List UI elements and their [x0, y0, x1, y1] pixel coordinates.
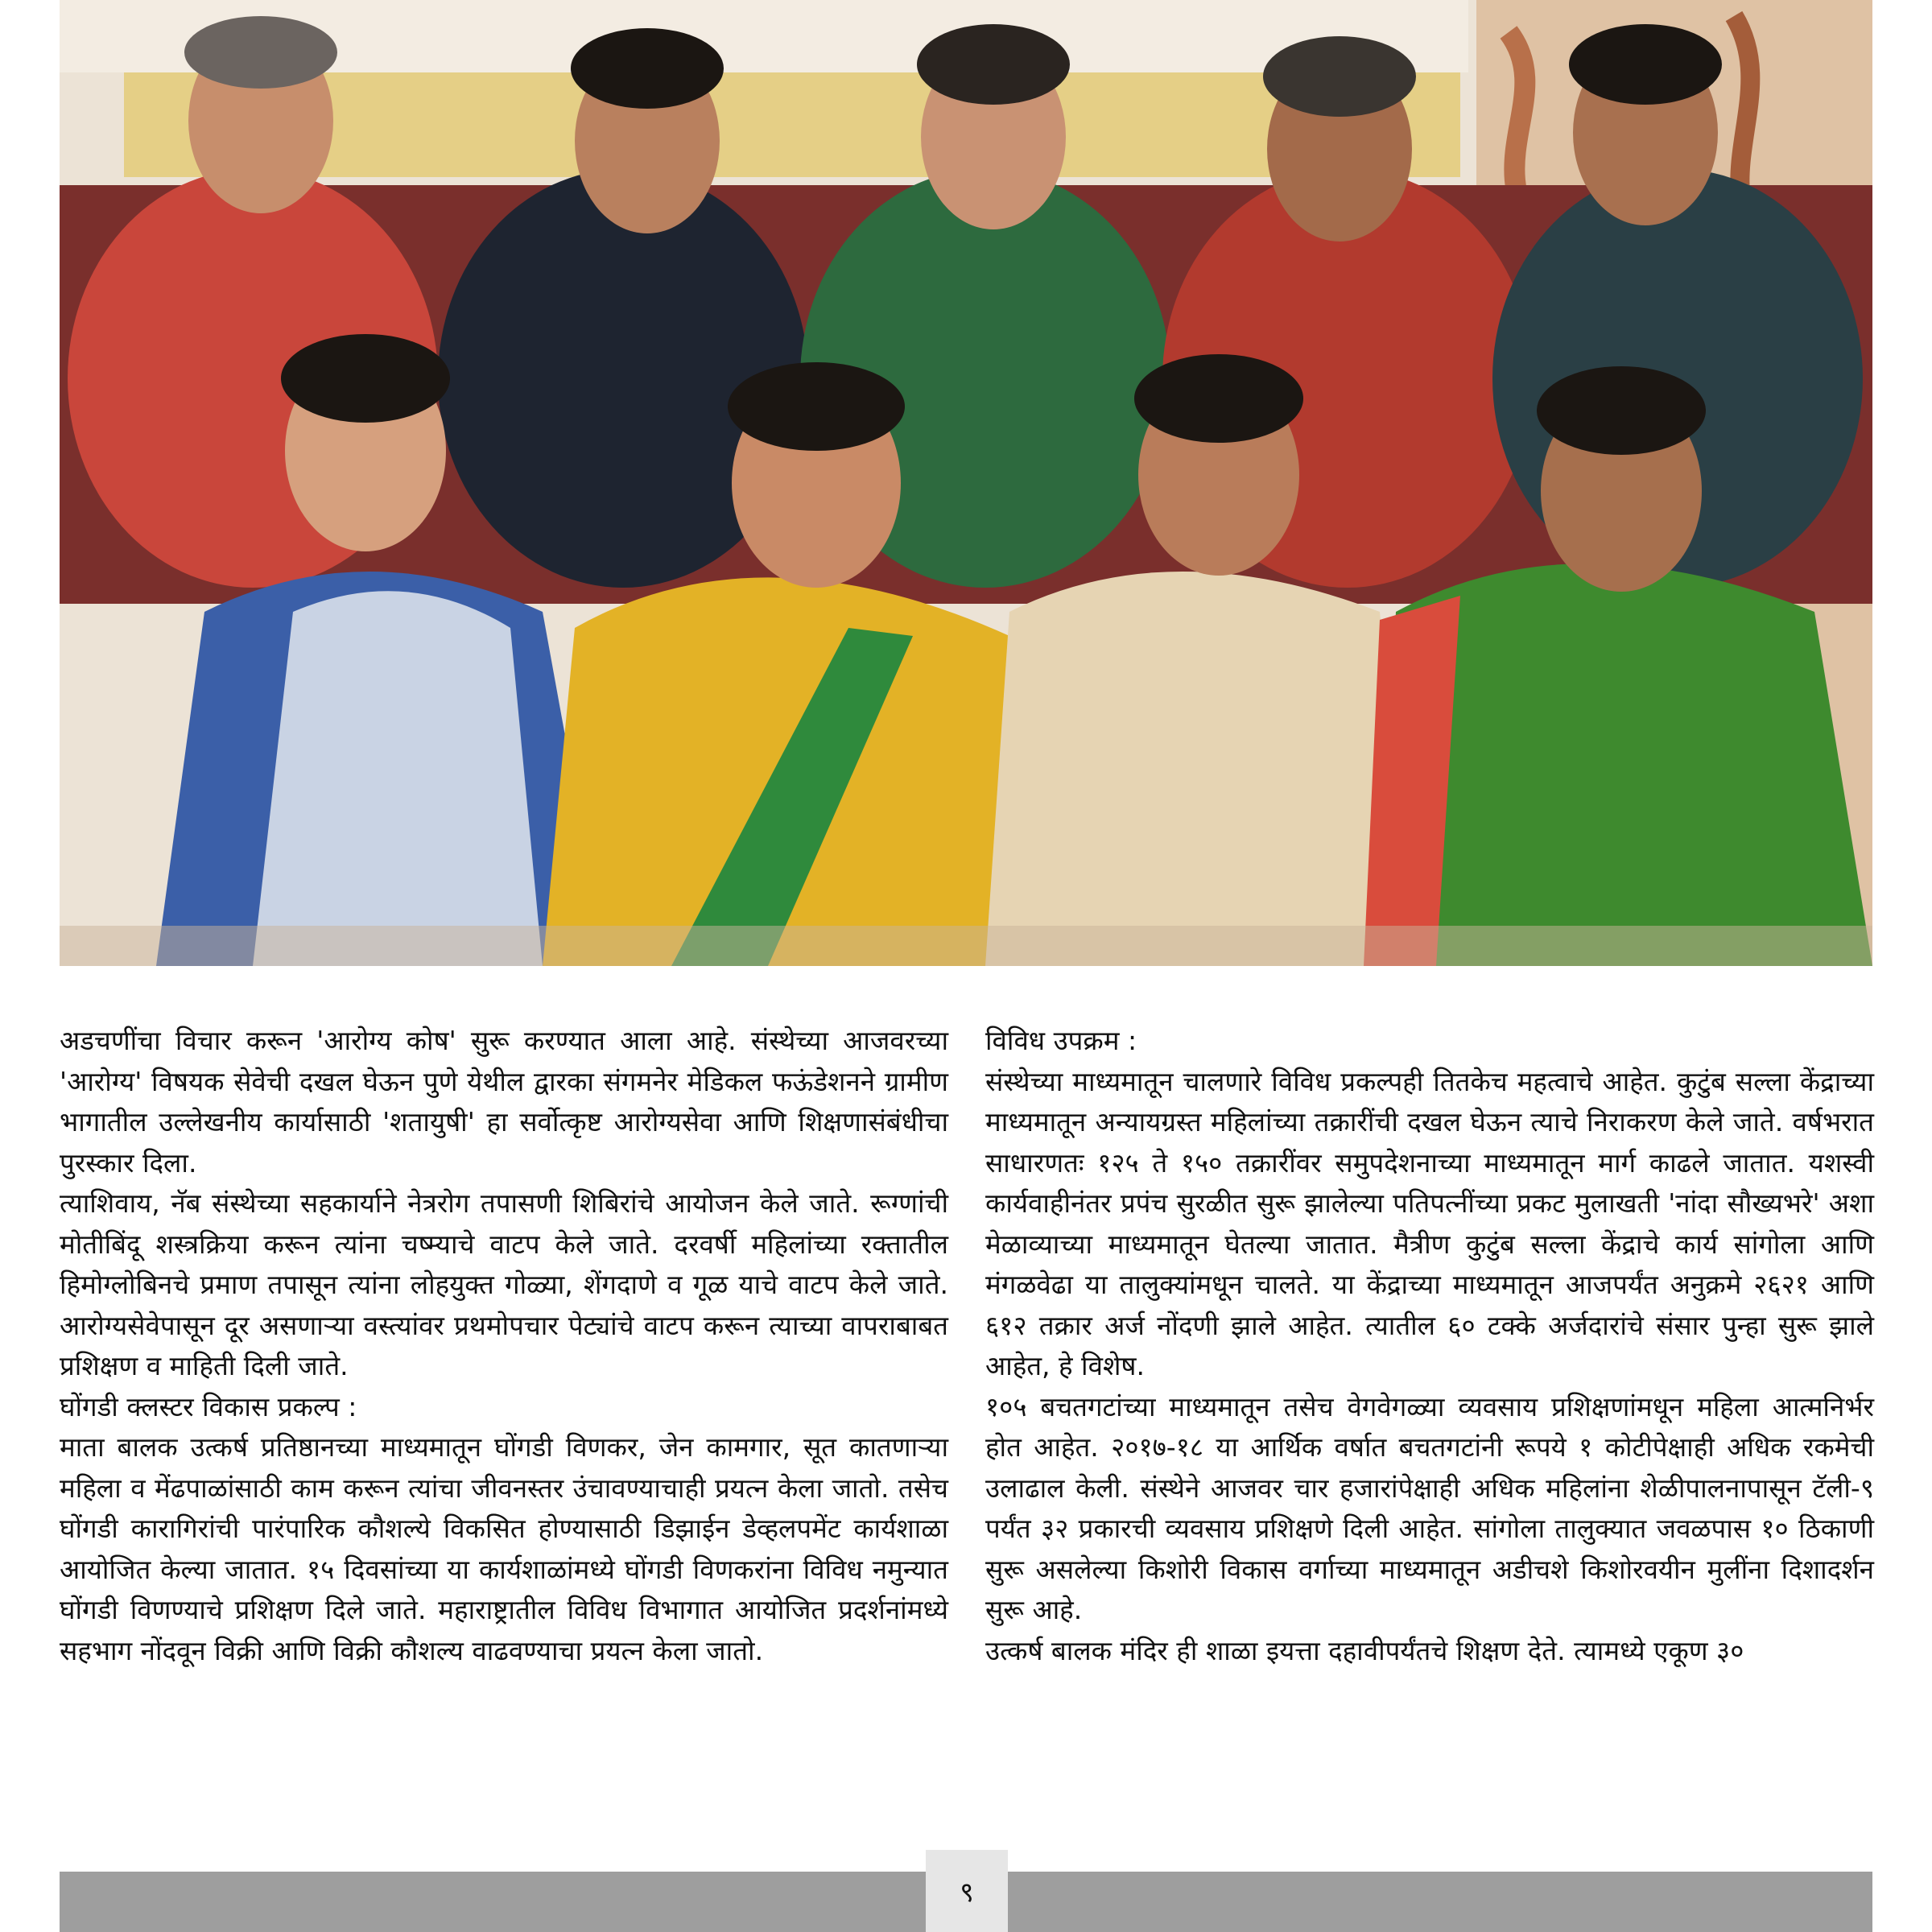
right-section-heading: विविध उपक्रम :	[985, 1025, 1137, 1056]
group-photo-icon	[60, 0, 1872, 966]
left-paragraph-1: अडचणींचा विचार करून 'आरोग्य कोष' सुरू करण्यात आला आहे. संस्थेच्या आजवरच्या 'आरोग्य' विषयक सेवेची दखल घेऊन पुणे येथील द्वारका संगमनेर मेडिकल फऊंडेशनने ग्रामीण भागातील उल्लेखनीय कार्यासाठी 'शतायुषी' हा सर्वोत्कृष्ट आरोग्यसेवा आणि शिक्षणासंबंधीचा पुरस्कार दिला.	[60, 1025, 948, 1179]
right-paragraph-1: संस्थेच्या माध्यमातून चालणारे विविध प्रकल्पही तितकेच महत्वाचे आहेत. कुटुंब सल्ला केंद्राच्या माध्यमातून अन्यायग्रस्त महिलांच्या तक्रारींची दखल घेऊन त्याचे निराकरण केले जाते. वर्षभरात साधारणतः १२५ ते १५० तक्रारींवर समुपदेशनाच्या माध्यमातून मार्ग काढले जातात. यशस्वी कार्यवाहीनंतर प्रपंच सुरळीत सुरू झालेल्या पतिपत्नींच्या प्रकट मुलाखती 'नांदा सौख्यभरे' अशा मेळाव्याच्या माध्यमातून घेतल्या जातात. मैत्रीण कुटुंब सल्ला केंद्राचे कार्य सांगोला आणि मंगळवेढा या तालुक्यांमधून चालते. या केंद्राच्या माध्यमातून आजपर्यंत अनुक्रमे २६२१ आणि ६१२ तक्रार अर्ज नोंदणी झाले आहेत. त्यातील ६० टक्के अर्जदारांचे संसार पुन्हा सुरू झाले आहेत, हे विशेष.	[985, 1065, 1874, 1381]
right-column	[985, 1021, 1874, 1671]
page-number: ९	[960, 1876, 974, 1909]
right-paragraph-2: १०५ बचतगटांच्या माध्यमातून तसेच वेगवेगळ्या व्यवसाय प्रशिक्षणांमधून महिला आत्मनिर्भर होत आहेत. २०१७-१८ या आर्थिक वर्षात बचतगटांनी रूपये १ कोटीपेक्षाही अधिक रकमेची उलाढाल केली. संस्थेने आजवर चार हजारांपेक्षाही अधिक महिलांना शेळीपालनापासून टॅली-९ पर्यंत ३२ प्रकारची व्यवसाय प्रशिक्षणे दिली आहेत. सांगोला तालुक्यात जवळपास १० ठिकाणी सुरू असलेल्या किशोरी विकास वर्गाच्या माध्यमातून अडीचशे किशोरवयीन मुलींना दिशादर्शन सुरू आहे.	[985, 1390, 1874, 1625]
left-column	[60, 1021, 948, 1671]
group-photo	[60, 0, 1872, 966]
left-paragraph-2: त्याशिवाय, नॅब संस्थेच्या सहकार्याने नेत्ररोग तपासणी शिबिरांचे आयोजन केले जाते. रूग्णांची मोतीबिंदू शस्त्रक्रिया करून त्यांना चष्म्याचे वाटप केले जाते. दरवर्षी महिलांच्या रक्तातील हिमोग्लोबिनचे प्रमाण तपासून त्यांना लोहयुक्त गोळ्या, शेंगदाणे व गूळ याचे वाटप केले जाते. आरोग्यसेवेपासून दूर असणाऱ्या वस्त्यांवर प्रथमोपचार पेट्यांचे वाटप करून त्याच्या वापराबाबत प्रशिक्षण व माहिती दिली जाते.	[60, 1187, 948, 1381]
page-number-box	[926, 1850, 1008, 1932]
right-paragraph-3: उत्कर्ष बालक मंदिर ही शाळा इयत्ता दहावीपर्यंतचे शिक्षण देते. त्यामध्ये एकूण ३०	[985, 1634, 1744, 1666]
left-paragraph-3: माता बालक उत्कर्ष प्रतिष्ठानच्या माध्यमातून घोंगडी विणकर, जेन कामगार, सूत कातणाऱ्या महिला व मेंढपाळांसाठी काम करून त्यांचा जीवनस्तर उंचावण्याचाही प्रयत्न केला जातो. तसेच घोंगडी कारागिरांची पारंपारिक कौशल्ये विकसित होण्यासाठी डिझाईन डेव्हलपमेंट कार्यशाळा आयोजित केल्या जातात. १५ दिवसांच्या या कार्यशाळांमध्ये घोंगडी विणकरांना विविध नमुन्यात घोंगडी विणण्याचे प्रशिक्षण दिले जाते. महाराष्ट्रातील विविध विभागात आयोजित प्रदर्शनांमध्ये सहभाग नोंदवून विक्री आणि विक्री कौशल्य वाढवण्याचा प्रयत्न केला जातो.	[60, 1431, 948, 1666]
left-section-heading: घोंगडी क्लस्टर विकास प्रकल्प :	[60, 1390, 357, 1422]
